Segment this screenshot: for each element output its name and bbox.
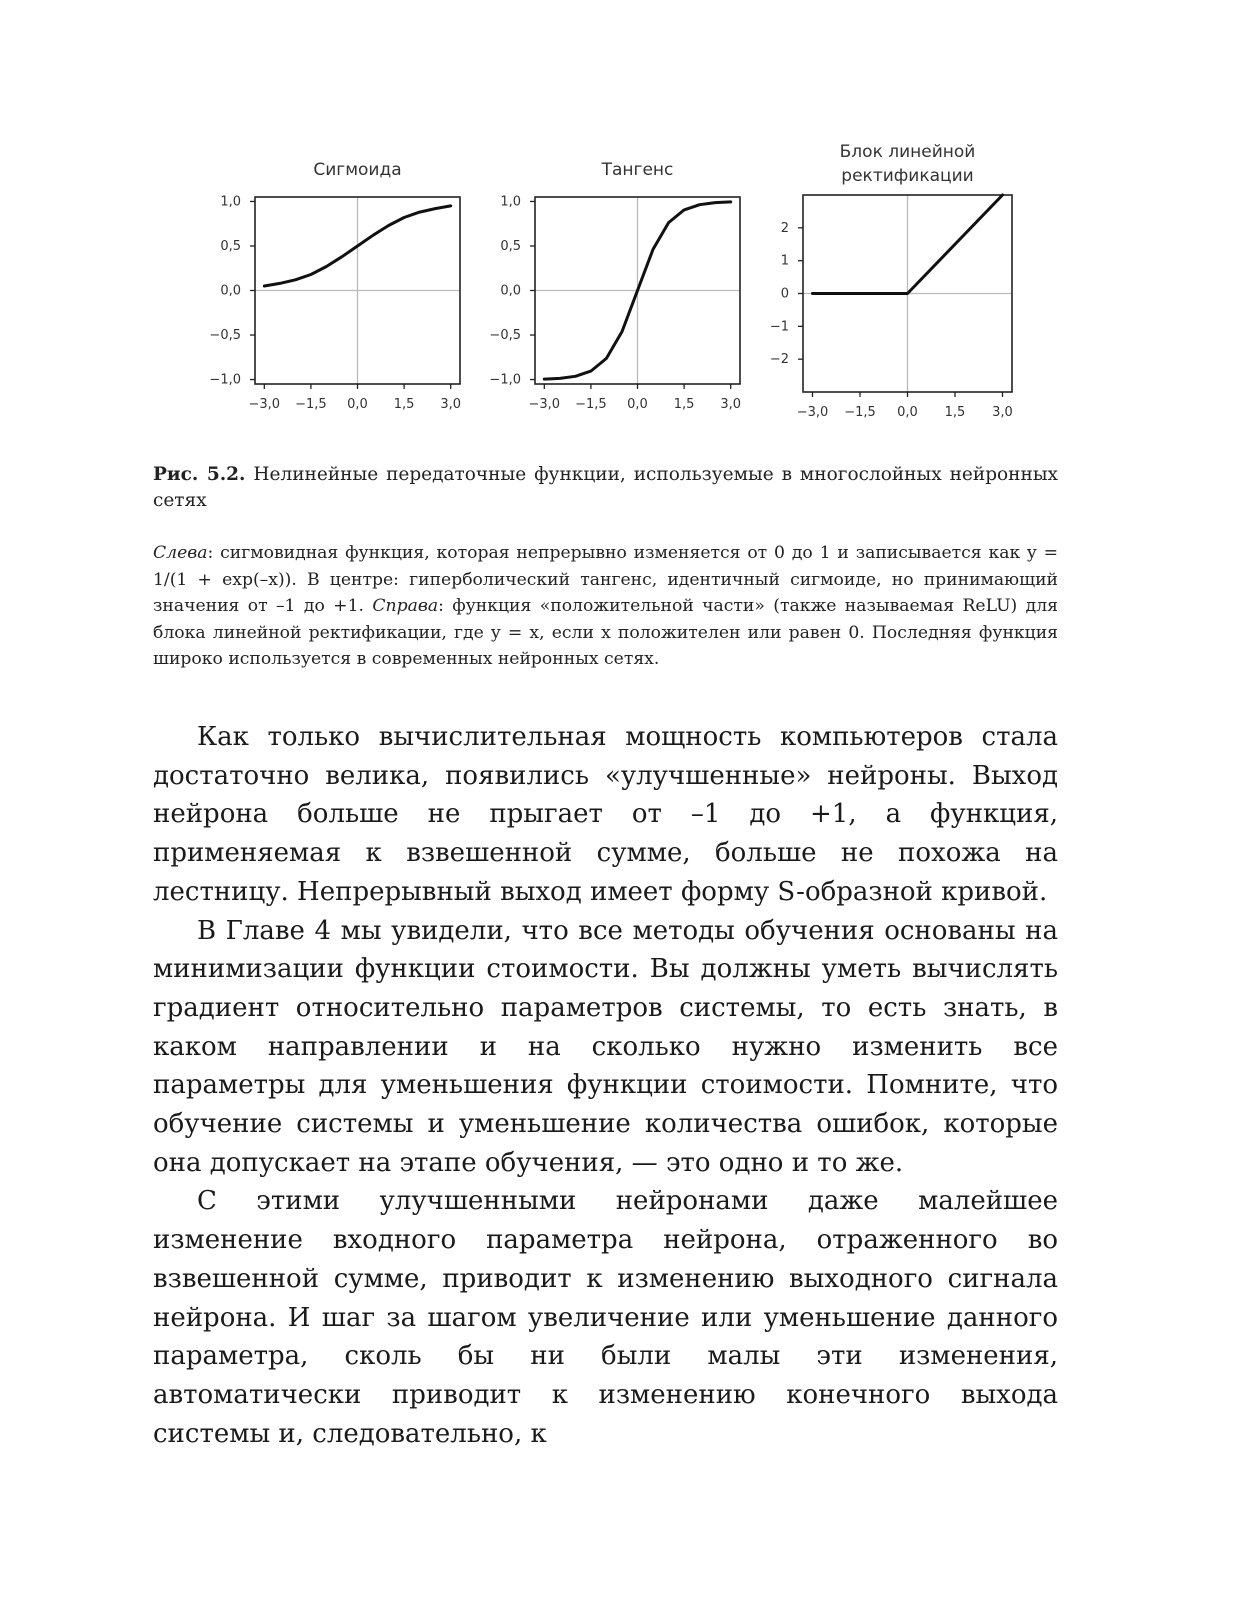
figure-note: [153, 540, 1058, 673]
charts-svg: [195, 130, 1045, 430]
x-tick-label: 3,0: [440, 397, 462, 412]
main-text: [153, 718, 1058, 1453]
note-part2: : функция «положительной части» (также называемая ReLU) для блока линейной ректификации, где y = x, если x положителен или равен 0. Последняя функция широко используется в современных нейронных сетях.: [153, 596, 1058, 669]
x-tick-label: −1,5: [844, 405, 876, 420]
paragraph-1: Как только вычислительная мощность компьютеров стала достаточно велика, появились «улучшенные» нейроны. Выход нейрона больше не прыгает от –1 до +1, а функция, применяемая к взвешенной сумме, больше не похожа на лестницу. Непрерывный выход имеет форму S-образной кривой.: [153, 722, 1058, 907]
y-tick-label: −0,5: [209, 328, 241, 344]
figure-caption: [153, 462, 1058, 514]
chart-title: Блок линейной: [839, 142, 976, 162]
caption-label: Рис. 5.2.: [153, 464, 246, 485]
y-tick-label: 0,0: [500, 283, 521, 299]
y-tick-label: 1,0: [500, 194, 521, 210]
y-tick-label: −2: [769, 352, 789, 368]
y-tick-label: 1,0: [220, 194, 241, 210]
note-part1: : сигмовидная функция, которая непрерывно изменяется от 0 до 1 и записывается как y = 1/(1 + exp(–x)). В центре: гиперболический тангенс, идентичный сигмоиде, но принимающий значения от –1 до +1.: [153, 543, 1058, 616]
x-tick-label: 0,0: [897, 405, 918, 420]
y-tick-label: 0,5: [220, 238, 241, 254]
y-tick-label: 0,0: [220, 283, 241, 299]
chart-title: Тангенс: [601, 160, 674, 180]
x-tick-label: 0,0: [627, 397, 648, 412]
x-tick-label: 1,5: [393, 397, 415, 412]
figure-nonlinear-functions: [195, 130, 1045, 430]
x-tick-label: −3,0: [248, 397, 281, 412]
x-tick-label: −3,0: [528, 397, 561, 412]
x-tick-label: −1,5: [295, 397, 327, 412]
y-tick-label: 0: [780, 286, 789, 302]
x-tick-label: −1,5: [575, 397, 607, 412]
note-left-label: Слева: [153, 543, 208, 563]
y-tick-label: 1: [780, 253, 789, 269]
x-tick-label: −3,0: [796, 405, 829, 420]
note-right-label: Справа: [372, 596, 439, 616]
x-tick-label: 1,5: [673, 397, 695, 412]
x-tick-label: 3,0: [992, 405, 1013, 420]
y-tick-label: −1: [769, 319, 789, 335]
y-tick-label: −0,5: [489, 328, 521, 344]
chart-title: ректификации: [841, 166, 974, 186]
y-tick-label: −1,0: [209, 372, 241, 388]
x-tick-label: 3,0: [720, 397, 742, 412]
caption-text: Нелинейные передаточные функции, используемые в многослойных нейронных сетях: [153, 464, 1058, 511]
x-tick-label: 0,0: [347, 397, 368, 412]
y-tick-label: 0,5: [500, 238, 521, 254]
y-tick-label: 2: [780, 220, 789, 236]
y-tick-label: −1,0: [489, 372, 521, 388]
x-tick-label: 1,5: [944, 405, 966, 420]
chart-title: Сигмоида: [313, 160, 402, 180]
paragraph-2: В Главе 4 мы увидели, что все методы обучения основаны на минимизации функции стоимости. Вы должны уметь вычислять градиент относительно параметров системы, то есть знать, в каком направлении и на сколько нужно изменить все параметры для уменьшения функции стоимости. Помните, что обучение системы и уменьшение количества ошибок, которые она допускает на этапе обучения, — это одно и то же.: [153, 915, 1058, 1178]
paragraph-3: С этими улучшенными нейронами даже малейшее изменение входного параметра нейрона, отраженного во взвешенной сумме, приводит к изменению выходного сигнала нейрона. И шаг за шагом увеличение или уменьшение данного параметра, сколь бы ни были малы эти изменения, автоматически приводит к изменению конечного выхода системы и, следовательно, к: [153, 1186, 1058, 1449]
